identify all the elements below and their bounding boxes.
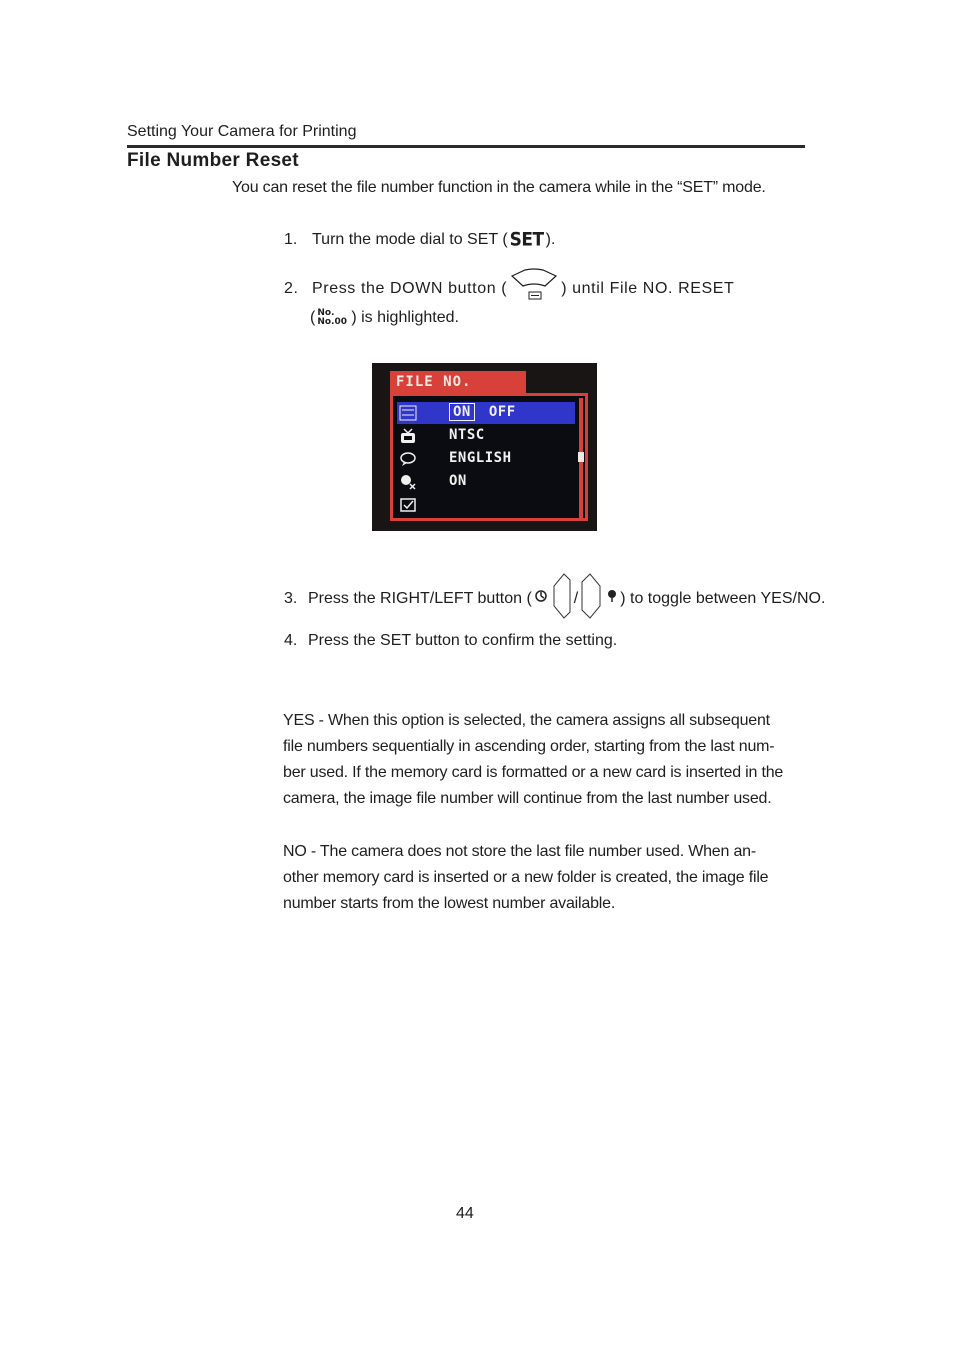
step-2-continued: [310, 309, 459, 327]
macro-flower-icon: [606, 589, 618, 608]
checkbox-icon: [399, 497, 417, 513]
step-number: 3.: [284, 589, 298, 607]
yes-line: file numbers sequentially in ascending order, starting from the last num-: [283, 738, 775, 755]
file-number-icon: [399, 405, 417, 421]
set-mode-icon: SET: [509, 229, 544, 251]
sound-off-icon: [399, 474, 417, 490]
yes-line: YES - When this option is selected, the camera assigns all subsequent: [283, 712, 770, 729]
left-button-icon: [552, 572, 572, 625]
yes-line: ber used. If the memory card is formatted or a new card is inserted in the: [283, 764, 784, 781]
lcd-menu: [390, 393, 588, 521]
step-number: 4.: [284, 632, 298, 649]
button-separator: /: [573, 589, 579, 607]
step-text-end: ).: [545, 231, 556, 248]
tv-icon: [399, 428, 417, 444]
lcd-title: FILE NO.: [390, 371, 526, 393]
step-text: Press the SET button to confirm the setting.: [308, 632, 618, 649]
speech-bubble-icon: [399, 451, 417, 467]
lcd-row-check: [397, 494, 575, 516]
lcd-scroll-knob: [578, 452, 584, 462]
right-button-icon: [580, 572, 602, 625]
page-number: 44: [456, 1205, 474, 1222]
step-text: Turn the mode dial to SET (: [312, 231, 508, 248]
intro-text: You can reset the file number function in the camera while in the “SET” mode.: [232, 179, 766, 196]
step-number: 1.: [284, 231, 298, 248]
step-2: [284, 268, 734, 309]
no-line: number starts from the lowest number available.: [283, 895, 616, 912]
yes-line: camera, the image file number will continue from the last number used.: [283, 790, 772, 807]
no-line: NO - The camera does not store the last file number used. When an-: [283, 843, 756, 860]
down-button-icon: [509, 268, 559, 309]
step-text-end: ) to toggle between YES/NO.: [620, 589, 826, 607]
lcd-row-sound: [397, 471, 575, 493]
step-4: [284, 632, 617, 650]
lcd-off-option: OFF: [488, 404, 516, 420]
camera-lcd-screen: [372, 363, 597, 531]
lcd-row-video: [397, 425, 575, 447]
lcd-row-language: [397, 448, 575, 470]
step-text-end: ) until File NO. RESET: [561, 279, 735, 297]
step-number: 2.: [284, 279, 299, 297]
step-3: [284, 572, 825, 625]
lcd-row-value: NTSC: [449, 427, 485, 443]
self-timer-icon: [534, 589, 548, 608]
step-text: Press the DOWN button (: [312, 279, 508, 297]
step-text: Press the RIGHT/LEFT button (: [308, 589, 532, 607]
page-title: File Number Reset: [127, 150, 299, 171]
lcd-row-file-number: [397, 402, 575, 424]
no-paragraph: [283, 839, 828, 917]
header-rule: [127, 145, 805, 148]
section-label: Setting Your Camera for Printing: [127, 123, 357, 140]
paren-open: (: [310, 309, 316, 326]
yes-paragraph: [283, 708, 828, 812]
lcd-on-option: ON: [449, 403, 475, 421]
step-1: [284, 230, 555, 250]
file-number-icon-top: No.: [317, 308, 335, 318]
file-number-icon-bottom: No.00: [317, 317, 347, 327]
lcd-row-value: ENGLISH: [449, 450, 512, 466]
step-text-end: ) is highlighted.: [351, 309, 459, 326]
lcd-row-value: [449, 404, 516, 420]
no-line: other memory card is inserted or a new folder is created, the image file: [283, 869, 769, 886]
file-number-icon: [317, 309, 349, 327]
lcd-row-value: ON: [449, 473, 467, 489]
